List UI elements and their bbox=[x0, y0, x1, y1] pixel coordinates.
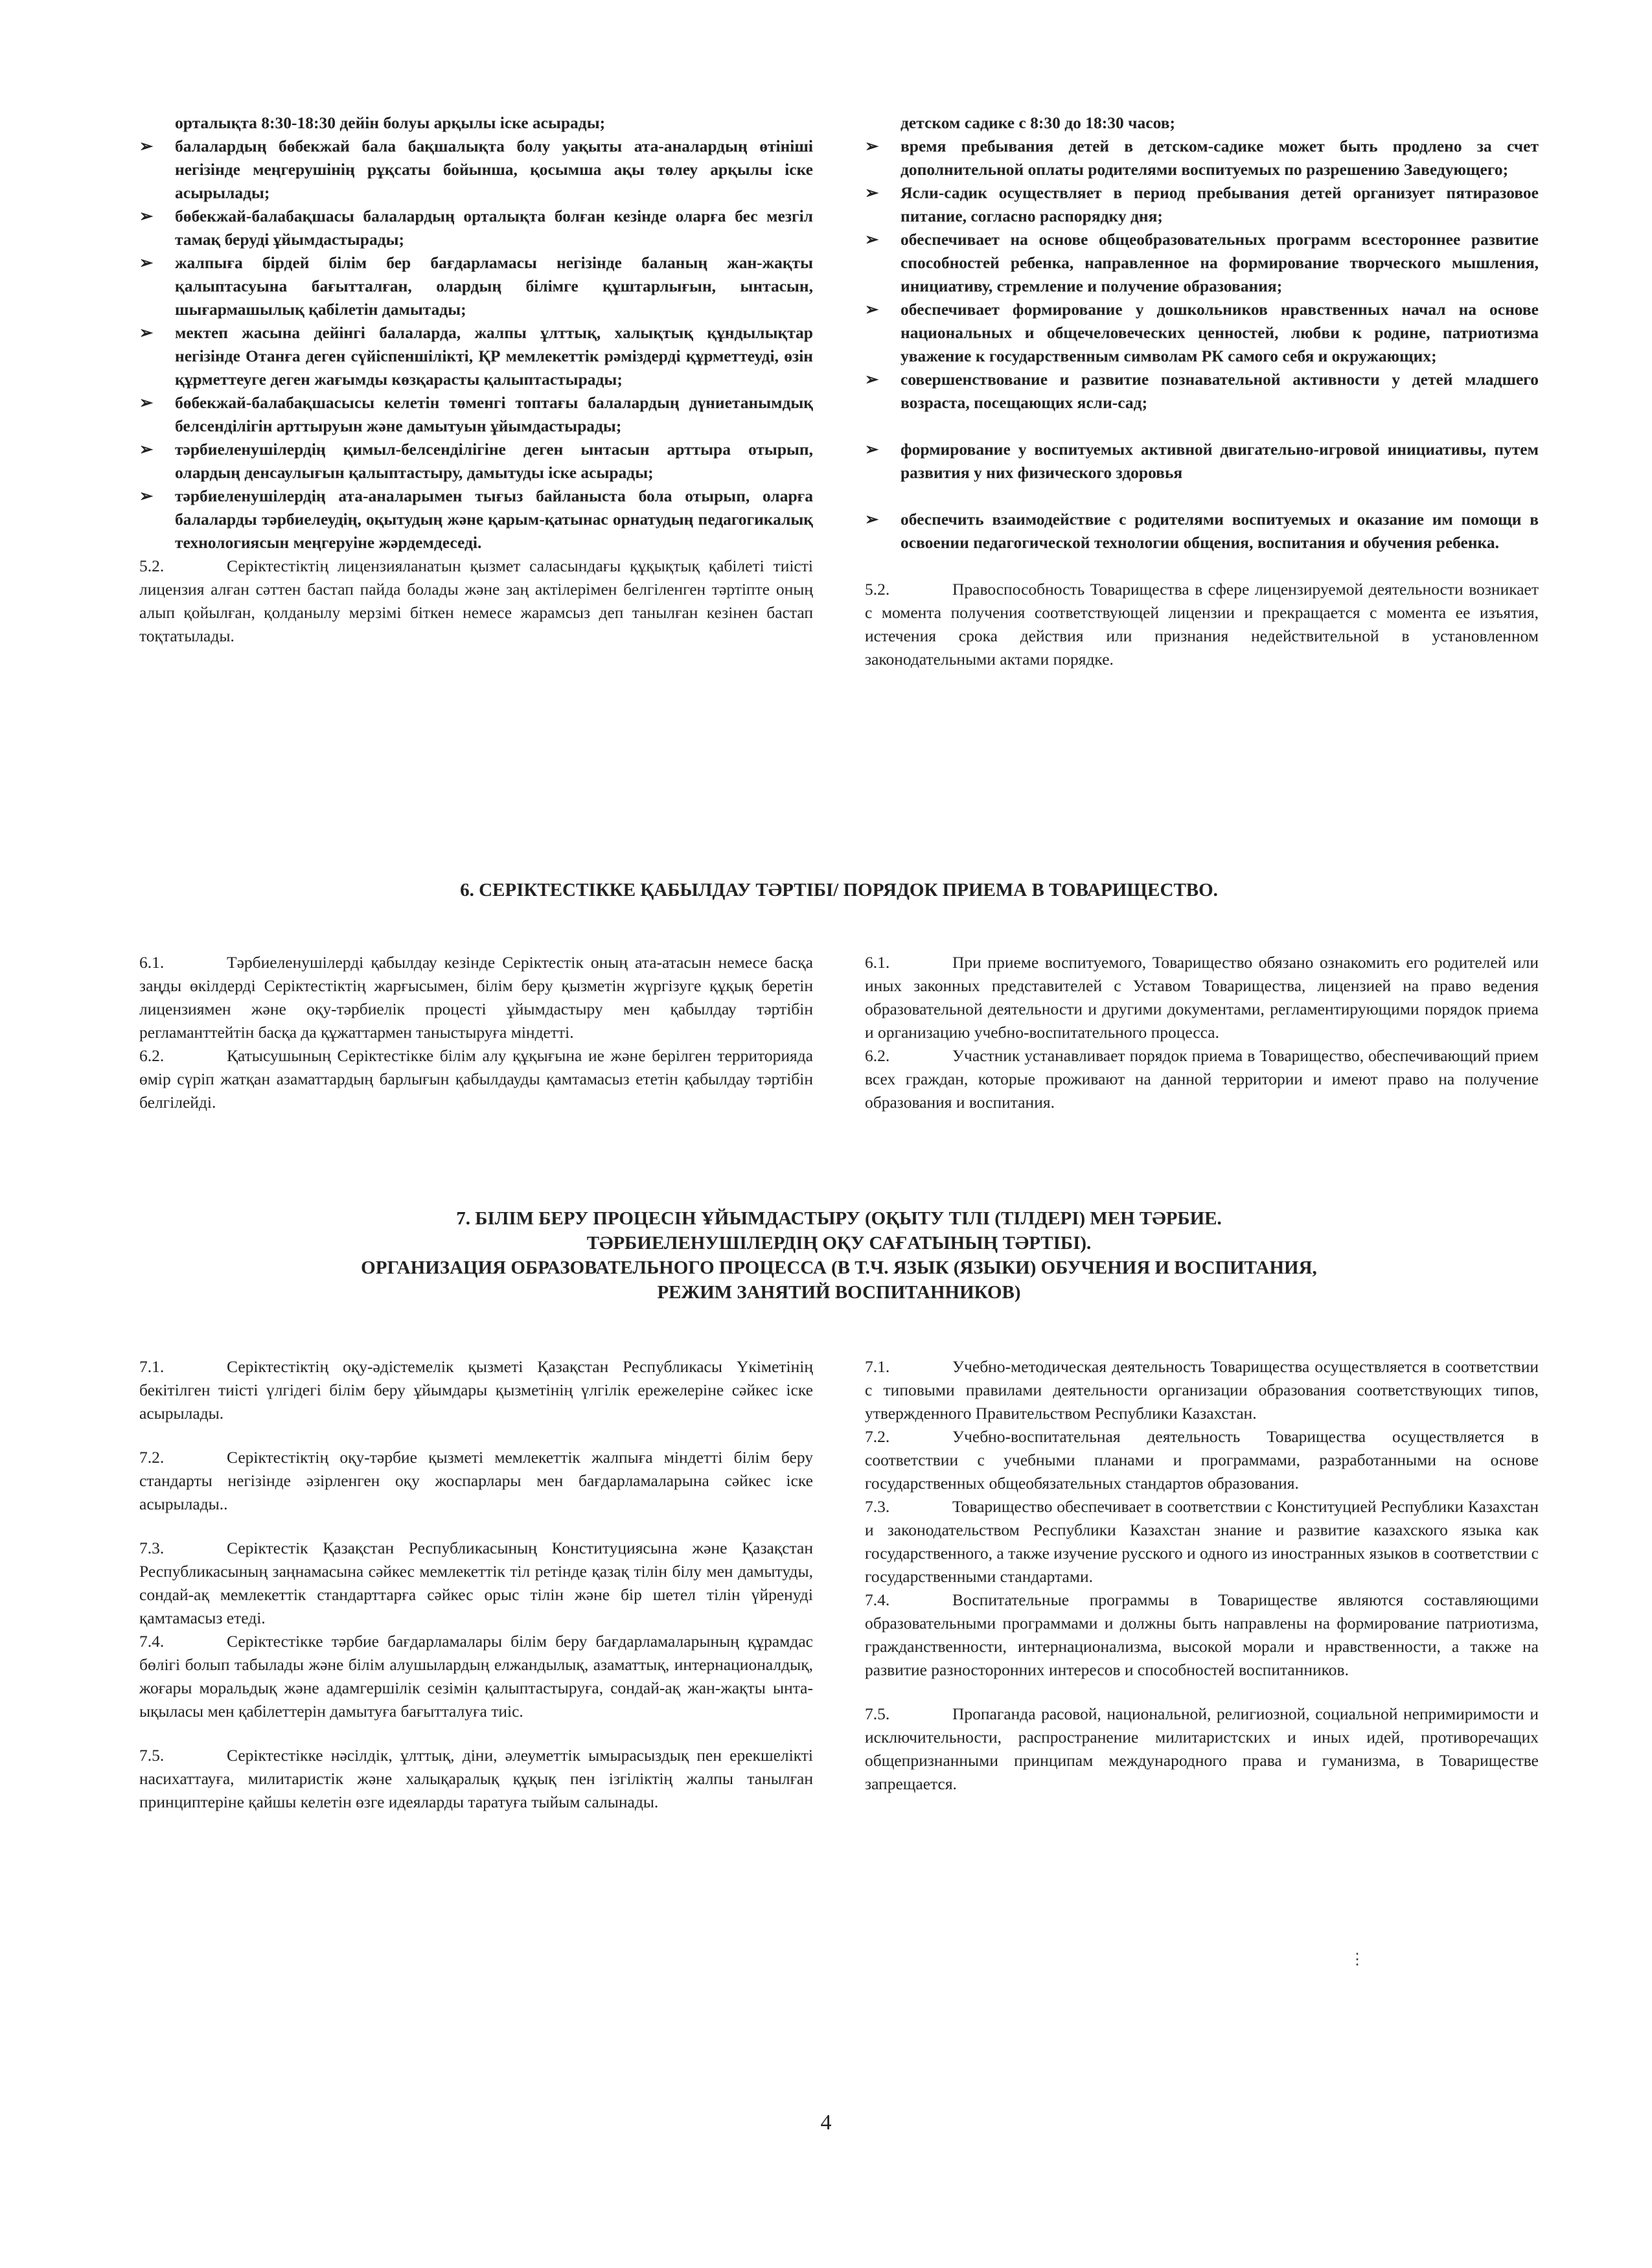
list-item: ➢ балалардың бөбекжай бала бақшалықта болу уақыты ата-аналардың өтініші негізінде меңгерушінің рұқсаты бойынша, қосымша ақы төлеу арқылы іске асырылады; bbox=[139, 135, 813, 205]
top-right-column bbox=[865, 111, 1539, 671]
paragraph-6-1-kz: 6.1. Тәрбиеленушілерді қабылдау кезінде Серіктестік оның ата-атасын немесе басқа заңды өкілдерді Серіктестіктің жарғысымен, білім беру қызметін жүргізуге құқық беретін лицензиямен және оқу-тәрбиелік процесті ұйымдастыру мен қабылдау тәртібін регламанттейтін басқа да құжаттармен таныстыруға міндетті. bbox=[139, 953, 813, 1042]
list-item: ➢ совершенствование и развитие познавательной активности у детей младшего возраста, посещающих ясли-сад; bbox=[865, 368, 1539, 415]
section-6-left-column bbox=[139, 951, 813, 1114]
section-7-title-line: ОРГАНИЗАЦИЯ ОБРАЗОВАТЕЛЬНОГО ПРОЦЕССА (В Т.Ч. ЯЗЫК (ЯЗЫКИ) ОБУЧЕНИЯ И ВОСПИТАНИЯ, bbox=[361, 1257, 1317, 1278]
paragraph-6-2-ru: 6.2. Участник устанавливает порядок приема в Товарищество, обеспечивающий прием всех граждан, которые проживают на данной территории и имеют право на получение образования и воспитания. bbox=[865, 1046, 1539, 1112]
bullet-arrow-icon: ➢ bbox=[865, 137, 879, 155]
section-7-right-column bbox=[865, 1355, 1539, 1796]
section-6-right-column bbox=[865, 951, 1539, 1114]
list-item: ➢ тәрбиеленушілердің қимыл-белсенділігіне деген ынтасын арттыра отырып, олардың денсаулығын қалыптастыру, дамытуды іске асырады; bbox=[139, 438, 813, 485]
bullet-arrow-icon: ➢ bbox=[865, 183, 879, 202]
section-7-title bbox=[139, 1206, 1539, 1305]
paragraph-7-2-kz: 7.2. Серіктестіктің оқу-тәрбие қызметі мемлекеттік жалпыға міндетті білім беру стандарты негізінде әзірленген оқу жоспарлары мен бағдарламаларына сәйкес іске асырылады.. bbox=[139, 1448, 813, 1513]
paragraph-5-2-kz: 5.2. Серіктестіктің лицензияланатын қызмет саласындағы құқықтық қабілеті тиісті лицензия алған сәттен бастап пайда болады және заң актілерімен белгіленген тәртіпте оның алып қойылған, қолданылу мерзімі біткен немесе жарамсыз деп танылған кезінен бастап тоқтатылады. bbox=[139, 556, 813, 645]
list-item: ➢ обеспечить взаимодействие с родителями воспитуемых и оказание им помощи в освоении педагогической технологии общения, воспитания и обучения ребенка. bbox=[865, 508, 1539, 555]
paragraph-5-2-ru: 5.2. Правоспособность Товарищества в сфере лицензируемой деятельности возникает с момента получения соответствующей лицензии и прекращается с момента ее изъятия, истечения срока действия или признания недействительной в установленном законодательными актами порядке. bbox=[865, 580, 1539, 669]
paragraph-7-3-kz: 7.3. Серіктестік Қазақстан Республикасының Конституциясына және Қазақстан Республикасының заңнамасына сәйкес мемлекеттік тіл ретінде қазақ тілін білу мен дамытуды, сондай-ақ мемлекеттік стандарттарға сәйкес орыс тілін және бір шетел тілін үйренуді қамтамасыз етеді. bbox=[139, 1539, 813, 1627]
list-item: ➢ мектеп жасына дейінгі балаларда, жалпы ұлттық, халықтық құндылықтар негізінде Отанға деген сүйіспеншілікті, ҚР мемлекеттік рәміздерді құрметтеуді, өзін құрметтеуге деген жағымды көзқарасты қалыптастырады; bbox=[139, 321, 813, 391]
list-item: ➢ формирование у воспитуемых активной двигательно-игровой инициативы, путем развития у них физического здоровья bbox=[865, 438, 1539, 485]
paragraph-7-2-ru: 7.2. Учебно-воспитательная деятельность Товарищества осуществляется в соответствии с учебными планами и программами, разработанными на основе государственных общеобязательных стандартов образования. bbox=[865, 1427, 1539, 1493]
list-item: ➢ обеспечивает на основе общеобразовательных программ всестороннее развитие способностей ребенка, направленное на формирование творческого мышления, инициативу, стремление и получение образования; bbox=[865, 228, 1539, 298]
page-number: 4 bbox=[820, 2111, 832, 2135]
bullet-arrow-icon: ➢ bbox=[865, 510, 879, 529]
bullet-arrow-icon: ➢ bbox=[139, 137, 154, 155]
paragraph-7-3-ru: 7.3. Товарищество обеспечивает в соответствии с Конституцией Республики Казахстан и законодательством Республики Казахстан знание и развитие казахского языка как государственного, а также изучение русского и одного из иностранных языков в соответствии с государственными стандартами. bbox=[865, 1497, 1539, 1586]
section-7-left-column bbox=[139, 1355, 813, 1814]
list-item: ➢ время пребывания детей в детском-садике может быть продлено за счет дополнительной оплаты родителями воспитуемых по разрешению Заведующего; bbox=[865, 135, 1539, 181]
paragraph-6-1-ru: 6.1. При приеме воспитуемого, Товарищество обязано ознакомить его родителей или иных законных представителей с Уставом Товарищества, лицензией на право ведения образовательной деятельности и другими документами, регламентирующими порядок приема и организацию учебно-воспитательного процесса. bbox=[865, 953, 1539, 1042]
paragraph-7-5-ru: 7.5. Пропаганда расовой, национальной, религиозной, социальной непримиримости и исключительности, распространение милитаристских и иных идей, противоречащих общепризнанными принципам международного права и гуманизма, в Товариществе запрещается. bbox=[865, 1704, 1539, 1793]
list-item: ➢ бөбекжай-балабақшасы балалардың орталықта болған кезінде оларға бес мезгіл тамақ беруді ұйымдастырады; bbox=[139, 205, 813, 251]
list-item: ➢ обеспечивает формирование у дошкольников нравственных начал на основе национальных и общечеловеческих ценностей, любви к родине, патриотизма уважение к государственным символам РК самого себя и окружающих; bbox=[865, 298, 1539, 368]
section-7-title-line: ТӘРБИЕЛЕНУШІЛЕРДІҢ ОҚУ САҒАТЫНЫҢ ТӘРТІБІ). bbox=[586, 1233, 1092, 1254]
top-left-lead: орталықта 8:30-18:30 дейін болуы арқылы іске асырады; bbox=[175, 113, 606, 132]
bullet-arrow-icon: ➢ bbox=[139, 207, 154, 225]
list-item: ➢ бөбекжай-балабақшасысы келетін төменгі топтағы балалардың дүниетанымдық белсенділігін арттыруын және дамытуын ұйымдастырады; bbox=[139, 391, 813, 438]
section-7-title-line: 7. БІЛІМ БЕРУ ПРОЦЕСІН ҰЙЫМДАСТЫРУ (ОҚЫТУ ТІЛІ (ТІЛДЕРІ) МЕН ТӘРБИЕ. bbox=[456, 1208, 1222, 1229]
bullet-arrow-icon: ➢ bbox=[865, 230, 879, 249]
bullet-arrow-icon: ➢ bbox=[865, 300, 879, 319]
paragraph-6-2-kz: 6.2. Қатысушының Серіктестікке білім алу құқығына ие және берілген территорияда өмір сүріп жатқан азаматтардың барлығын қабылдауды қамтамасыз ететін қабылдау тәртібін белгілейді. bbox=[139, 1046, 813, 1112]
paragraph-7-4-ru: 7.4. Воспитательные программы в Товариществе являются составляющими образовательными программами и должны быть направлены на формирование патриотизма, гражданственности, интернационализма, высокой морали и нравственности, а также на развитие разносторонних интересов и способностей воспитанников. bbox=[865, 1590, 1539, 1679]
list-item: ➢ тәрбиеленушілердің ата-аналарымен тығыз байланыста бола отырып, оларға балаларды тәрбиелеудің, оқытудың және қарым-қатынас орнатудың педагогикалық технологиясын меңгеруіне жәрдемдеседі. bbox=[139, 485, 813, 555]
paragraph-7-5-kz: 7.5. Серіктестікке нәсілдік, ұлттық, діни, әлеуметтік ымырасыздық пен ерекшелікті насихаттауға, милитаристік және халықаралық құқық пен ізгіліктің жалпы танылған принциптеріне қайшы келетін өзге идеяларды таратуға тыйым салынады. bbox=[139, 1746, 813, 1811]
bullet-arrow-icon: ➢ bbox=[865, 440, 879, 459]
top-left-bullet-list bbox=[139, 135, 813, 555]
top-right-bullet-list bbox=[865, 135, 1539, 555]
section-6-title: 6. СЕРІКТЕСТІККЕ ҚАБЫЛДАУ ТӘРТІБІ/ ПОРЯДОК ПРИЕМА В ТОВАРИЩЕСТВО. bbox=[460, 880, 1218, 900]
list-item: ➢ жалпыға бірдей білім бер бағдарламасы негізінде баланың жан-жақты қалыптасуына бағытталған, олардың білімге құштарлығын, ынтасын, шығармашылық қабілетін дамытады; bbox=[139, 251, 813, 321]
paragraph-7-1-kz: 7.1. Серіктестіктің оқу-әдістемелік қызметі Қазақстан Республикасы Үкіметінің бекітілген тиісті үлгідегі білім беру ұйымдары қызметінің үлгілік ережелеріне сәйкес іске асырылады. bbox=[139, 1357, 813, 1423]
bullet-arrow-icon: ➢ bbox=[139, 440, 154, 459]
bullet-arrow-icon: ➢ bbox=[139, 487, 154, 505]
bullet-arrow-icon: ➢ bbox=[139, 393, 154, 412]
bullet-arrow-icon: ➢ bbox=[865, 370, 879, 389]
bullet-arrow-icon: ➢ bbox=[139, 253, 154, 272]
list-item: ➢ Ясли-садик осуществляет в период пребывания детей организует пятиразовое питание, согласно распорядку дня; bbox=[865, 181, 1539, 228]
paragraph-7-4-kz: 7.4. Серіктестікке тәрбие бағдарламалары білім беру бағдарламаларының құрамдас бөлігі болып табылады және білім алушылардың елжандылық, азаматтық, интернационалдық, жоғары моральдық және адамгершілік сезімін қалыптастыруға, сондай-ақ жан-жақты ынта-ықыласы мен қабілеттерін дамытуға бағытталуға тиіс. bbox=[139, 1632, 813, 1721]
bullet-arrow-icon: ➢ bbox=[139, 323, 154, 342]
ink-mark-icon: ⋮ bbox=[1349, 1951, 1365, 1968]
top-right-lead: детском садике с 8:30 до 18:30 часов; bbox=[901, 113, 1175, 132]
top-left-column bbox=[139, 111, 813, 648]
paragraph-7-1-ru: 7.1. Учебно-методическая деятельность Товарищества осуществляется в соответствии с типовыми правилами деятельности организации образования соответствующих типов, утвержденного Правительством Республики Казахстан. bbox=[865, 1357, 1539, 1423]
section-7-title-line: РЕЖИМ ЗАНЯТИЙ ВОСПИТАННИКОВ) bbox=[657, 1282, 1021, 1303]
